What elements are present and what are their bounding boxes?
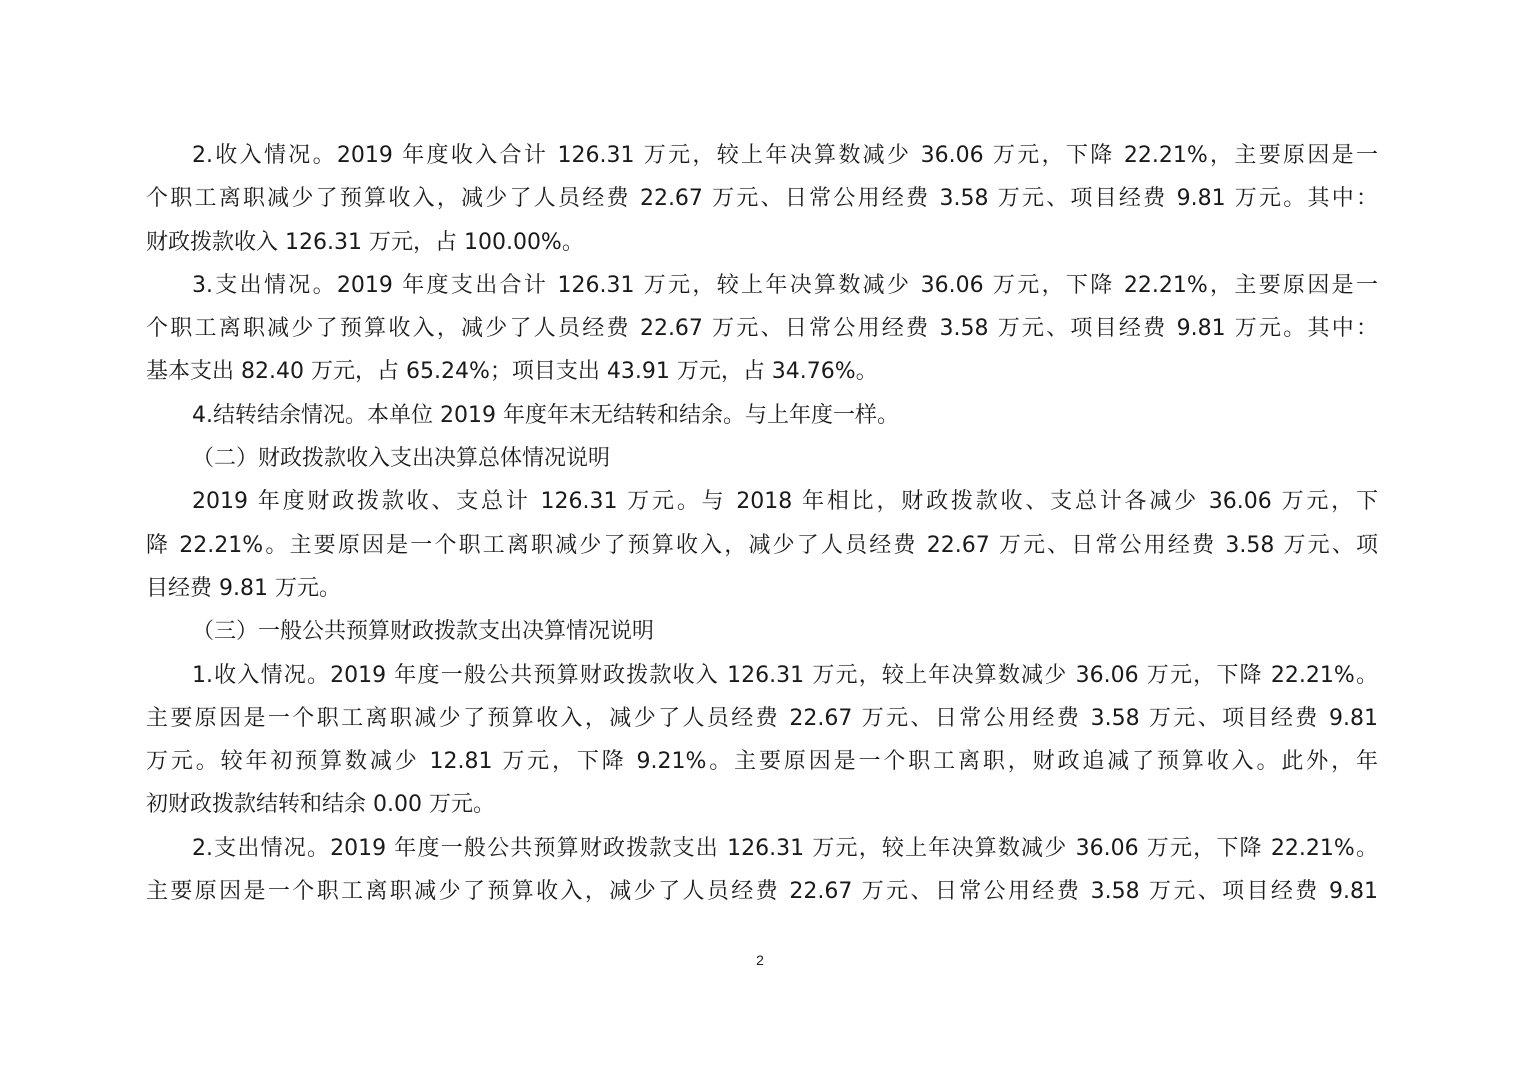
section-heading: （二）财政拨款收入支出决算总体情况说明 (192, 446, 611, 472)
text-line: 2019 年度财政拨款收、支总计 126.31 万元。与 2018 年相比，财政拨款收、支总计各减少 36.06 万元，下 (192, 489, 1378, 515)
text-line: 个职工离职减少了预算收入，减少了人员经费 22.67 万元、日常公用经费 3.58 万元、项目经费 9.81 万元。其中： (146, 316, 1378, 342)
page-number: 2 (756, 952, 764, 968)
text-line: 降 22.21%。主要原因是一个职工离职减少了预算收入，减少了人员经费 22.67 万元、日常公用经费 3.58 万元、项 (146, 532, 1378, 558)
text-line: 主要原因是一个职工离职减少了预算收入，减少了人员经费 22.67 万元、日常公用经费 3.58 万元、项目经费 9.81 (146, 879, 1378, 905)
section-heading: （三）一般公共预算财政拨款支出决算情况说明 (192, 619, 655, 645)
text-line: 3.支出情况。2019 年度支出合计 126.31 万元，较上年决算数减少 36.06 万元，下降 22.21%，主要原因是一 (192, 272, 1378, 298)
text-line: 基本支出 82.40 万元，占 65.24%；项目支出 43.91 万元，占 34.76%。 (146, 359, 878, 385)
text-line: 2.支出情况。2019 年度一般公共预算财政拨款支出 126.31 万元，较上年决算数减少 36.06 万元，下降 22.21%。 (192, 835, 1378, 861)
text-line: 2.收入情况。2019 年度收入合计 126.31 万元，较上年决算数减少 36.06 万元，下降 22.21%，主要原因是一 (192, 143, 1378, 168)
text-line: 主要原因是一个职工离职减少了预算收入，减少了人员经费 22.67 万元、日常公用经费 3.58 万元、项目经费 9.81 (146, 705, 1378, 731)
text-line: 个职工离职减少了预算收入，减少了人员经费 22.67 万元、日常公用经费 3.58 万元、项目经费 9.81 万元。其中： (146, 186, 1378, 212)
text-line: 目经费 9.81 万元。 (146, 575, 341, 601)
text-line: 1.收入情况。2019 年度一般公共预算财政拨款收入 126.31 万元，较上年决算数减少 36.06 万元，下降 22.21%。 (192, 662, 1378, 688)
text-line: 4.结转结余情况。本单位 2019 年度年末无结转和结余。与上年度一样。 (192, 402, 899, 428)
text-line: 万元。较年初预算数减少 12.81 万元，下降 9.21%。主要原因是一个职工离职，财政追减了预算收入。此外，年 (146, 749, 1378, 775)
text-line: 财政拨款收入 126.31 万元，占 100.00%。 (146, 229, 584, 255)
document-body (146, 134, 1378, 913)
text-line: 初财政拨款结转和结余 0.00 万元。 (146, 792, 495, 818)
